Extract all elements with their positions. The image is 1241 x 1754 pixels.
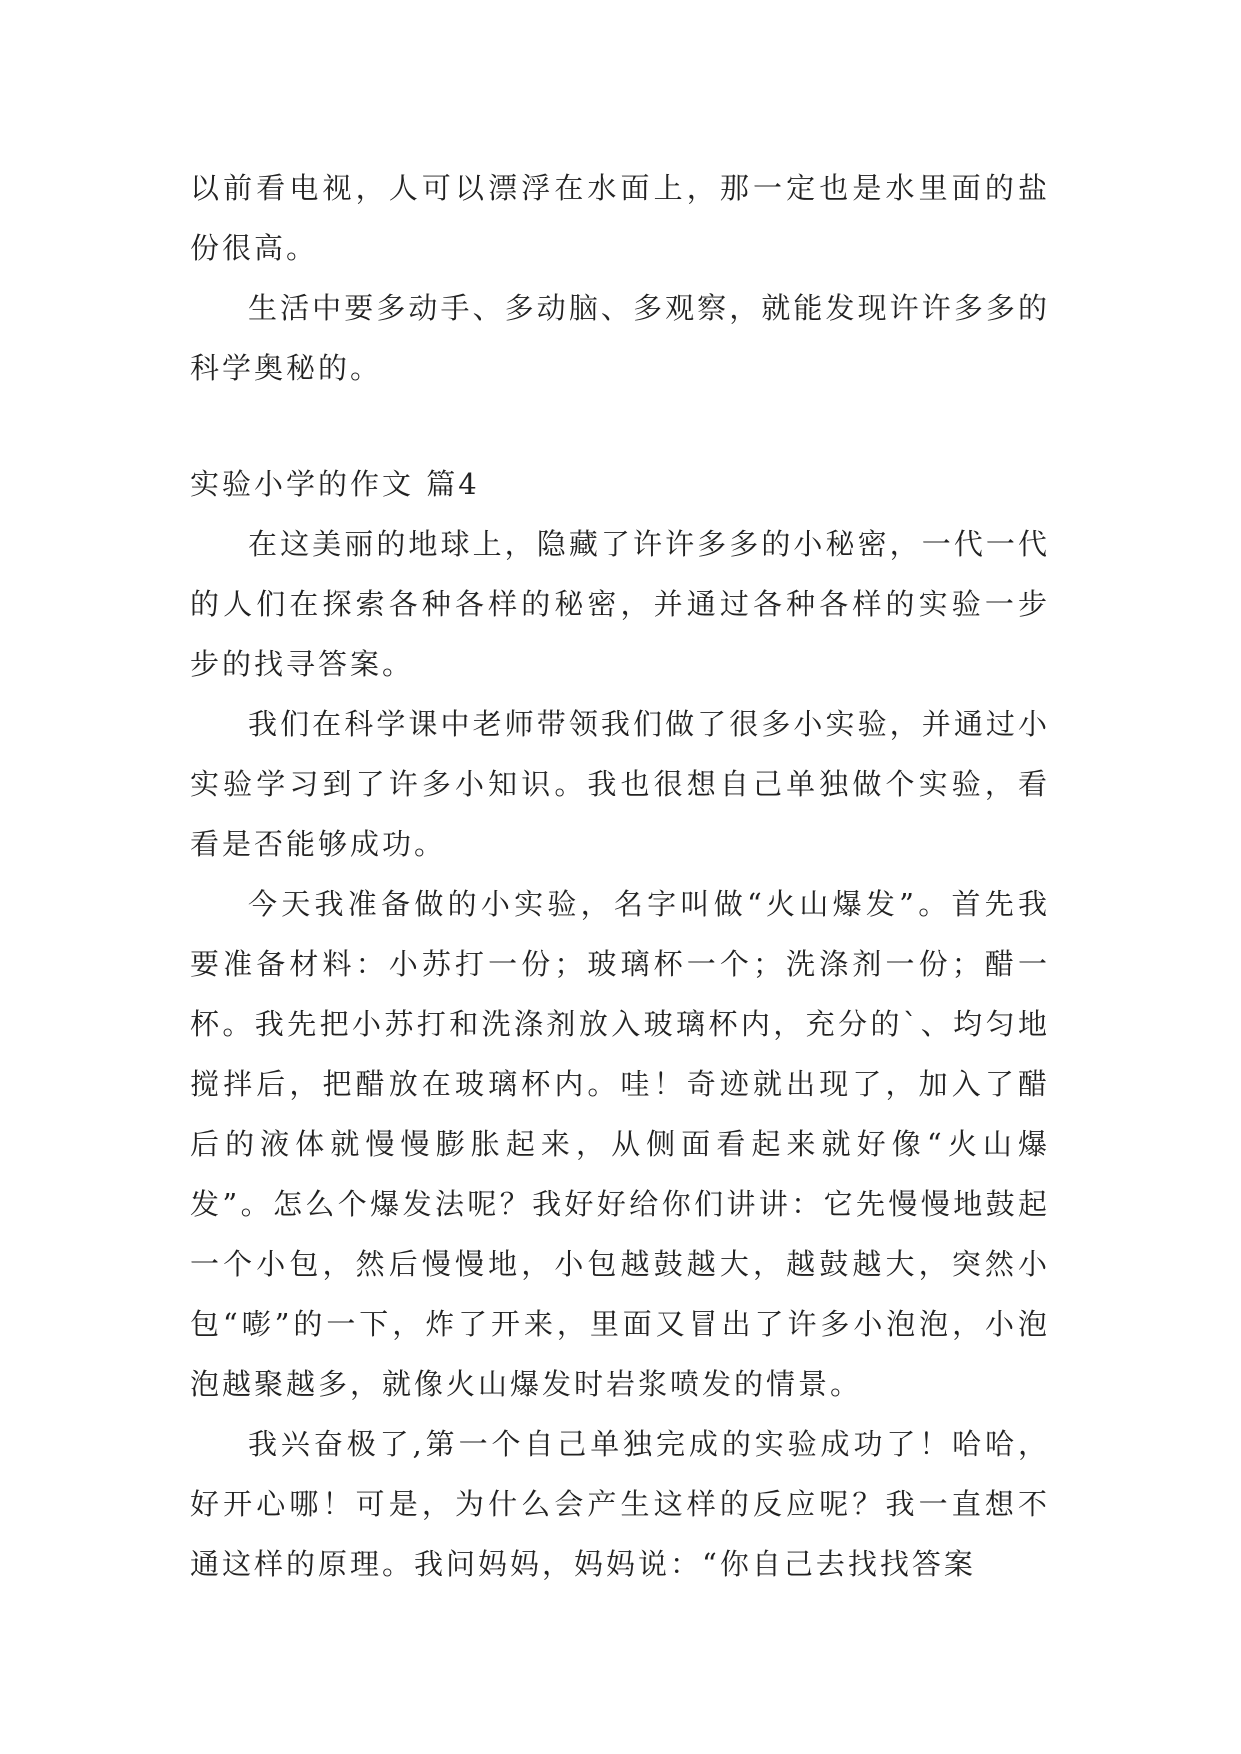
paragraph-volcano-experiment: 今天我准备做的小实验，名字叫做“火山爆发”。首先我要准备材料：小苏打一份；玻璃杯一个；洗涤剂一份；醋一杯。我先把小苏打和洗涤剂放入玻璃杯内，充分的`、均匀地搅拌后，把醋放在玻璃杯内。哇！奇迹就出现了，加入了醋后的液体就慢慢膨胀起来，从侧面看起来就好像“火山爆发”。怎么个爆发法呢？我好好给你们讲讲：它先慢慢地鼓起一个小包，然后慢慢地，小包越鼓越大，越鼓越大，突然小包“嘭”的一下，炸了开来，里面又冒出了许多小泡泡，小泡泡越聚越多，就像火山爆发时岩浆喷发的情景。 [190,887,1050,1401]
paragraph-excitement: 我兴奋极了,第一个自己单独完成的实验成功了！哈哈，好开心哪！可是，为什么会产生这样的反应呢？我一直想不通这样的原理。我问妈妈，妈妈说：“你自己去找找答案 [190,1427,1050,1581]
document-body [190,158,1050,1594]
paragraph-earth-secrets: 在这美丽的地球上，隐藏了许许多多的小秘密，一代一代的人们在探索各种各样的秘密，并通过各种各样的实验一步步的找寻答案。 [190,527,1050,681]
paragraph-salt-water: 以前看电视，人可以漂浮在水面上，那一定也是水里面的盐份很高。 [190,171,1050,265]
paragraph-science-secrets: 生活中要多动手、多动脑、多观察，就能发现许许多多的科学奥秘的。 [190,291,1050,385]
paragraph-science-class: 我们在科学课中老师带领我们做了很多小实验，并通过小实验学习到了许多小知识。我也很想自己单独做个实验，看看是否能够成功。 [190,707,1050,861]
section-heading: 实验小学的作文 篇4 [190,467,480,501]
